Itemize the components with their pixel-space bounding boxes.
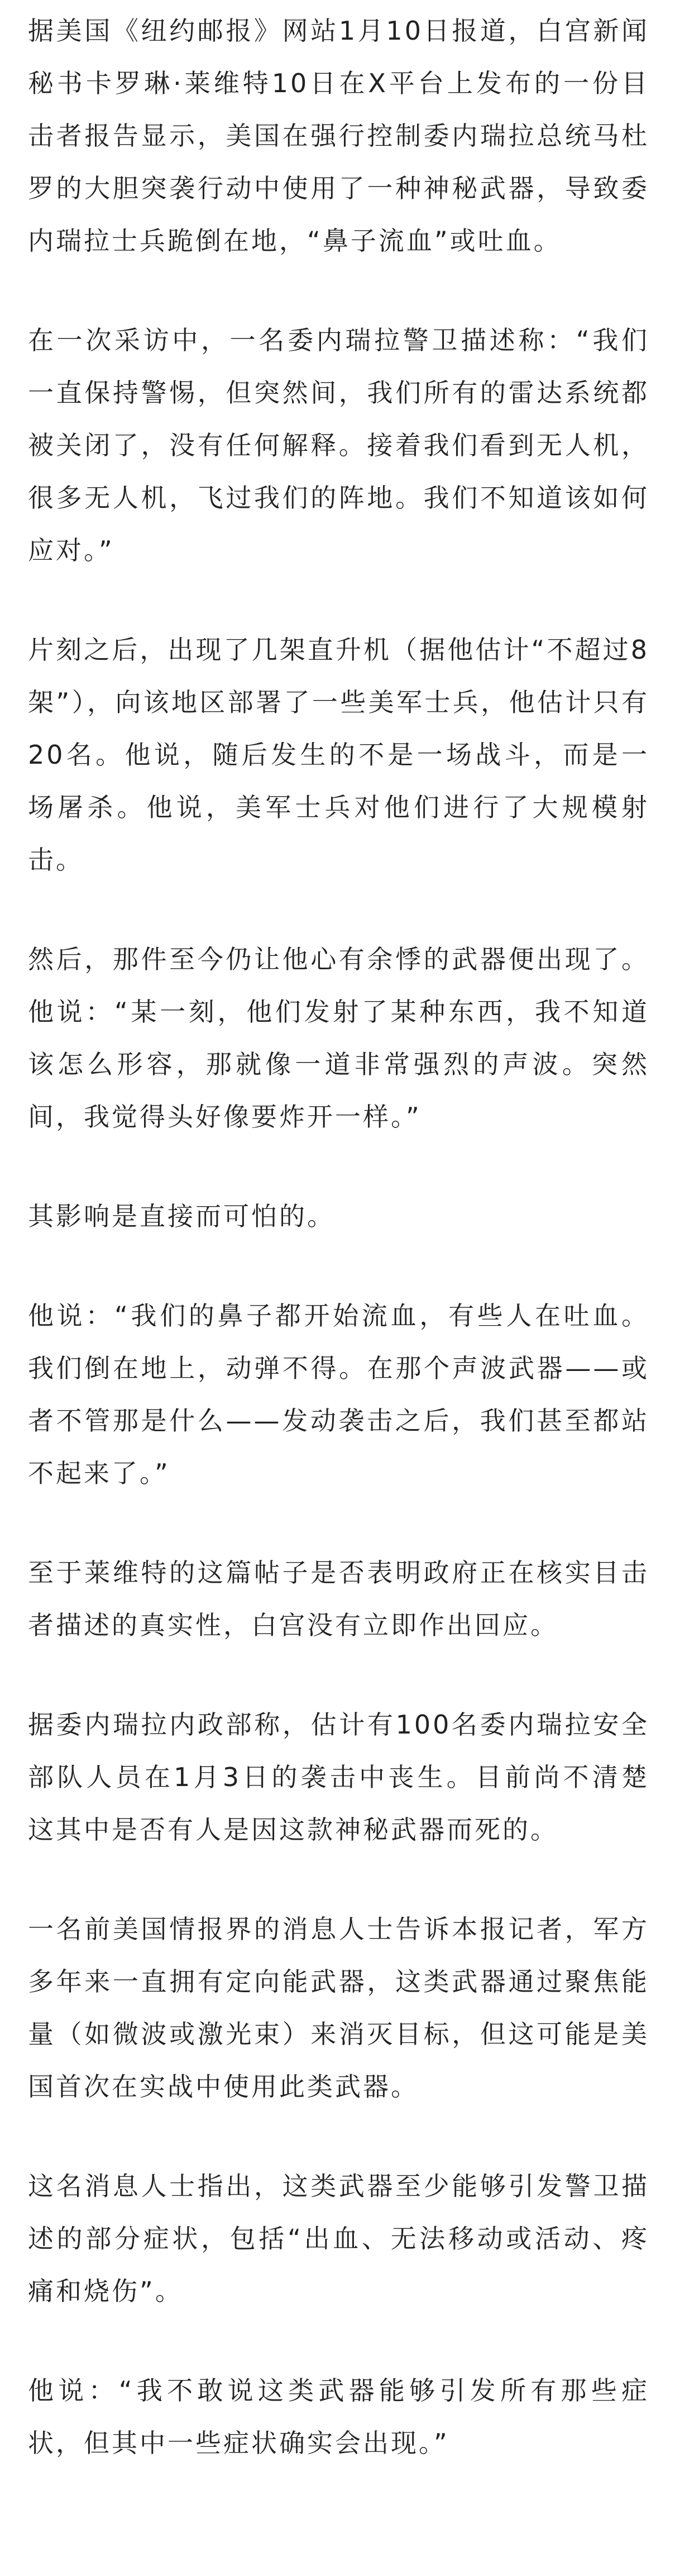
paragraph-3: 片刻之后，出现了几架直升机（据他估计“不超过8架”），向该地区部署了一些美军士兵，他估计只有20名。他说，随后发生的不是一场战斗，而是一场屠杀。他说，美军士兵对他们进行了大规模射击。 [28, 635, 649, 875]
paragraph-5: 其影响是直接而可怕的。 [28, 1201, 335, 1231]
paragraph-1: 据美国《纽约邮报》网站1月10日报道，白宫新闻秘书卡罗琳·莱维特10日在X平台上发布的一份目击者报告显示，美国在强行控制委内瑞拉总统马杜罗的大胆突袭行动中使用了一种神秘武器，导致委内瑞拉士兵跪倒在地，“鼻子流血”或吐血。 [28, 16, 649, 256]
paragraph-9: 一名前美国情报界的消息人士告诉本报记者，军方多年来一直拥有定向能武器，这类武器通过聚焦能量（如微波或激光束）来消灭目标，但这可能是美国首次在实战中使用此类武器。 [28, 1914, 649, 2102]
paragraph-7: 至于莱维特的这篇帖子是否表明政府正在核实目击者描述的真实性，白宫没有立即作出回应。 [28, 1558, 649, 1640]
paragraph-4: 然后，那件至今仍让他心有余悸的武器便出现了。他说：“某一刻，他们发射了某种东西，我不知道该怎么形容，那就像一道非常强烈的声波。突然间，我觉得头好像要炸开一样。” [28, 944, 649, 1132]
paragraph-8: 据委内瑞拉内政部称，估计有100名委内瑞拉安全部队人员在1月3日的袭击中丧生。目前尚不清楚这其中是否有人是因这款神秘武器而死的。 [28, 1710, 649, 1845]
paragraph-6: 他说：“我们的鼻子都开始流血，有些人在吐血。我们倒在地上，动弹不得。在那个声波武器——或者不管那是什么——发动袭击之后，我们甚至都站不起来了。” [28, 1301, 649, 1488]
paragraph-2: 在一次采访中，一名委内瑞拉警卫描述称：“我们一直保持警惕，但突然间，我们所有的雷达系统都被关闭了，没有任何解释。接着我们看到无人机，很多无人机，飞过我们的阵地。我们不知道该如何应对。” [28, 325, 649, 565]
paragraph-10: 这名消息人士指出，这类武器至少能够引发警卫描述的部分症状，包括“出血、无法移动或活动、疼痛和烧伤”。 [28, 2171, 649, 2306]
paragraph-11: 他说：“我不敢说这类武器能够引发所有那些症状，但其中一些症状确实会出现。” [28, 2375, 649, 2458]
